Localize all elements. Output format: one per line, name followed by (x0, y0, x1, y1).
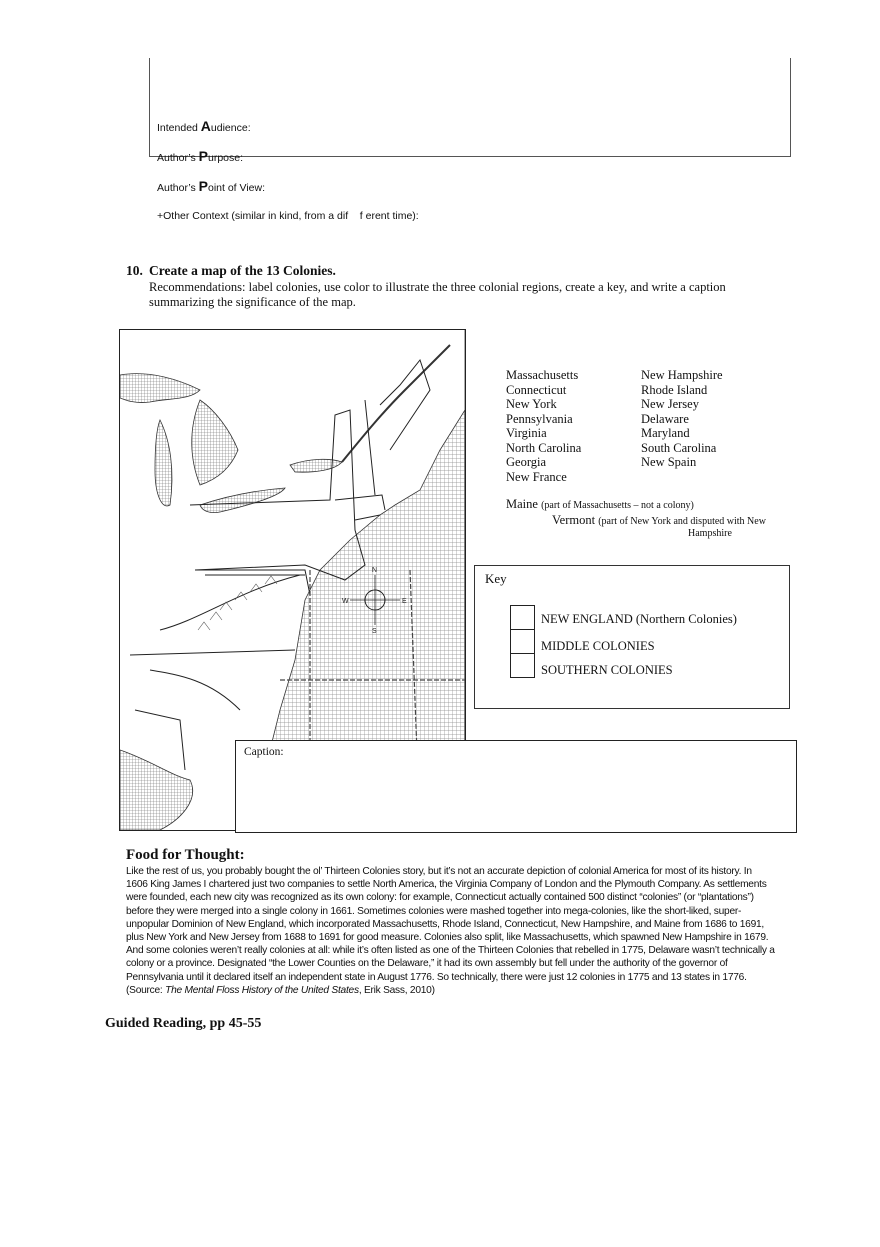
map-key (474, 565, 790, 709)
guided-reading-reference: Guided Reading, pp 45-55 (105, 1016, 262, 1031)
colony-item: North Carolina (506, 440, 582, 455)
key-swatch-southern[interactable] (510, 653, 535, 678)
border-north-carolina (130, 650, 295, 655)
food-for-thought-body: Like the rest of us, you probably bought the ol’ Thirteen Colonies story, but it’s not an accurate depiction of colonial America for most of its history. In 1606 King James I chartered just two companies to settle North America, the Virginia Company of London and the Plymouth Company. As settlements were founded, each new city was recognized as its own colony: for example, Connecticut actually contained 500 distinct “colonies” (or “plantations”) before they were merged into a single colony in 1661. Sometimes colonies were mashed together into mega-colonies, like the short-liked, super-unpopular Dominion of New England, which incorporated Massachusetts, Rhode Island, Connecticut, New Hampshire, and Maine from 1686 to 1691, plus New York and New Jersey from 1688 to 1691 for good measure. Colonies also split, like Massachusetts, which spawned New Hampshire in 1679. And some colonies weren’t really colonies at all: while it’s often listed as one of the Thirteen Colonies that rebelled in 1775, Delaware wasn’t technically a colony or a province. Designated “the Lower Counties on the Delaware,” it had its own assembly but fell under the authority of the governor of Pennsylvania until it declared itself an independent state in August 1776. So technically, there were just 12 colonies in 1775 and 13 states in 1776. (Source: The Mental Floss History of the United States, Erik Sass, 2010) (126, 866, 775, 996)
prompt-authors-purpose: Author’s Purpose: (157, 148, 244, 164)
mountain-range (198, 576, 277, 630)
caption-label: Caption: (244, 746, 284, 758)
key-swatch-middle[interactable] (510, 629, 535, 654)
lake-superior (120, 374, 200, 403)
key-label-southern: SOUTHERN COLONIES (541, 663, 673, 677)
vermont-note-continued: Hampshire (688, 528, 732, 539)
colony-item: Delaware (641, 411, 689, 426)
caption-box[interactable] (235, 740, 797, 833)
colony-item: New Hampshire (641, 368, 723, 382)
compass-n: N (372, 567, 378, 574)
colony-item: Georgia (506, 455, 547, 469)
colony-item: Connecticut (506, 382, 567, 397)
prompt-other-context: +Other Context (similar in kind, from a dif f erent time): (157, 210, 419, 222)
answer-box-top (149, 58, 791, 157)
source-title: The Mental Floss History of the United States (165, 984, 359, 996)
border-massachusetts (335, 495, 385, 510)
colony-item: New York (506, 397, 557, 411)
colony-item: New Spain (641, 455, 697, 469)
colony-item: South Carolina (641, 440, 717, 455)
compass-w: W (342, 598, 349, 605)
colony-list-right (641, 368, 723, 470)
vermont-note: Vermont (part of New York and disputed with New (552, 513, 766, 527)
colony-item: Virginia (506, 426, 547, 440)
colony-item: Massachusetts (506, 368, 579, 382)
compass-s: S (372, 628, 377, 635)
colony-item: Rhode Island (641, 382, 708, 397)
maine-note: Maine (part of Massachusetts – not a colony) (506, 497, 694, 511)
key-title: Key (485, 571, 507, 586)
st-lawrence-river (342, 345, 450, 462)
border-virginia (160, 575, 300, 630)
colony-item: Maryland (641, 426, 690, 440)
lake-erie (200, 488, 285, 513)
colony-item: New Jersey (641, 397, 699, 411)
colony-item: Pennsylvania (506, 411, 573, 426)
prompt-intended-audience: Intended Audience: (157, 118, 251, 134)
border-new-hampshire (365, 400, 375, 495)
border-south-carolina (150, 670, 240, 710)
key-label-middle: MIDDLE COLONIES (541, 639, 655, 653)
colony-list-left (506, 368, 581, 484)
prompt-authors-point-of-view: Author’s Point of View: (157, 178, 265, 194)
question-recommendations: Recommendations: label colonies, use color to illustrate the three colonial regions, create a key, and write a caption summarizing the significance of the map. (149, 280, 726, 309)
key-label-new-england: NEW ENGLAND (Northern Colonies) (541, 612, 737, 626)
food-for-thought-title: Food for Thought: (126, 847, 245, 863)
gulf-coast (120, 750, 193, 830)
lake-huron (192, 400, 238, 485)
lake-ontario (290, 459, 342, 472)
lake-michigan (155, 420, 172, 506)
key-swatch-new-england[interactable] (510, 605, 535, 630)
compass-e: E (402, 598, 407, 605)
colony-item: New France (506, 469, 567, 484)
question-title: 10. Create a map of the 13 Colonies. (126, 263, 336, 278)
